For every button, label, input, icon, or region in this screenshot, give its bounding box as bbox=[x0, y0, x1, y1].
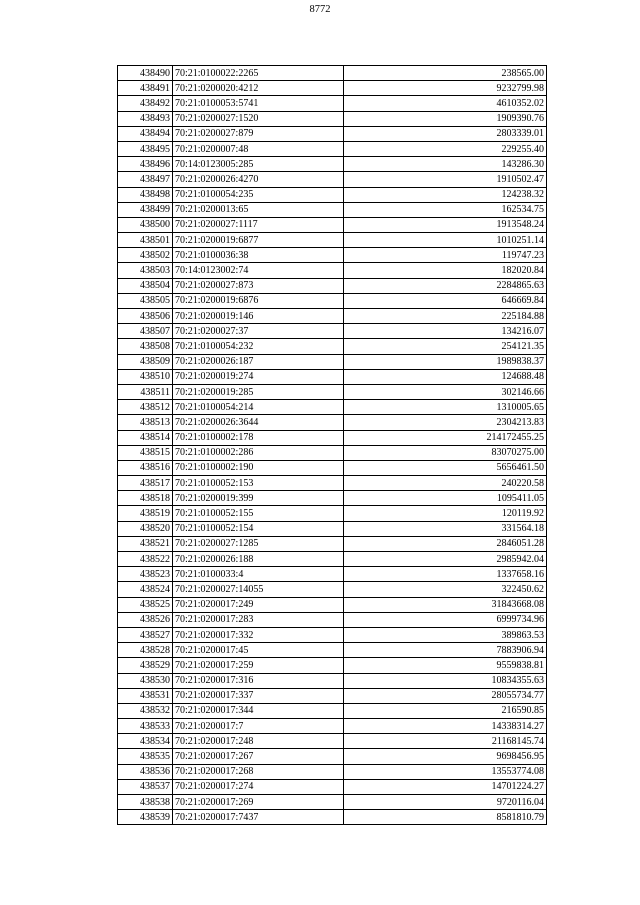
cadastral-value-cell: 120119.92 bbox=[344, 506, 547, 521]
row-id-cell: 438530 bbox=[118, 673, 173, 688]
cadastral-value-cell: 9559838.81 bbox=[344, 658, 547, 673]
row-id-cell: 438521 bbox=[118, 536, 173, 551]
table-row bbox=[118, 217, 547, 232]
cadastral-number-cell: 70:21:0200017:267 bbox=[173, 749, 344, 764]
cadastral-value-cell: 83070275.00 bbox=[344, 445, 547, 460]
cadastral-value-cell: 31843668.08 bbox=[344, 597, 547, 612]
cadastral-value-cell: 14701224.27 bbox=[344, 779, 547, 794]
cadastral-number-cell: 70:21:0100036:38 bbox=[173, 248, 344, 263]
cadastral-value-cell: 1095411.05 bbox=[344, 491, 547, 506]
table-row bbox=[118, 141, 547, 156]
row-id-cell: 438538 bbox=[118, 795, 173, 810]
cadastral-value-cell: 9720116.04 bbox=[344, 795, 547, 810]
table-row bbox=[118, 202, 547, 217]
row-id-cell: 438535 bbox=[118, 749, 173, 764]
cadastral-value-cell: 134216.07 bbox=[344, 324, 547, 339]
row-id-cell: 438536 bbox=[118, 764, 173, 779]
table-row bbox=[118, 567, 547, 582]
table-row bbox=[118, 703, 547, 718]
table-row bbox=[118, 81, 547, 96]
row-id-cell: 438509 bbox=[118, 354, 173, 369]
row-id-cell: 438525 bbox=[118, 597, 173, 612]
table-row bbox=[118, 597, 547, 612]
cadastral-value-cell: 9698456.95 bbox=[344, 749, 547, 764]
row-id-cell: 438499 bbox=[118, 202, 173, 217]
cadastral-number-cell: 70:21:0200013:65 bbox=[173, 202, 344, 217]
table-row bbox=[118, 476, 547, 491]
table-row bbox=[118, 552, 547, 567]
cadastral-number-cell: 70:21:0100033:4 bbox=[173, 567, 344, 582]
table-row bbox=[118, 172, 547, 187]
cadastral-value-cell: 2304213.83 bbox=[344, 415, 547, 430]
row-id-cell: 438539 bbox=[118, 810, 173, 825]
table-row bbox=[118, 111, 547, 126]
cadastral-value-cell: 229255.40 bbox=[344, 141, 547, 156]
table-row bbox=[118, 96, 547, 111]
table-row bbox=[118, 749, 547, 764]
table-row bbox=[118, 293, 547, 308]
row-id-cell: 438495 bbox=[118, 141, 173, 156]
row-id-cell: 438504 bbox=[118, 278, 173, 293]
cadastral-value-cell: 302146.66 bbox=[344, 384, 547, 399]
cadastral-value-cell: 28055734.77 bbox=[344, 688, 547, 703]
cadastral-number-cell: 70:14:0123005:285 bbox=[173, 157, 344, 172]
cadastral-number-cell: 70:21:0200019:274 bbox=[173, 369, 344, 384]
cadastral-number-cell: 70:21:0200019:285 bbox=[173, 384, 344, 399]
cadastral-value-cell: 2846051.28 bbox=[344, 536, 547, 551]
table-row bbox=[118, 309, 547, 324]
cadastral-number-cell: 70:21:0200027:14055 bbox=[173, 582, 344, 597]
cadastral-value-cell: 225184.88 bbox=[344, 309, 547, 324]
row-id-cell: 438498 bbox=[118, 187, 173, 202]
cadastral-value-cell: 5656461.50 bbox=[344, 460, 547, 475]
row-id-cell: 438532 bbox=[118, 703, 173, 718]
cadastral-number-cell: 70:21:0100052:155 bbox=[173, 506, 344, 521]
cadastral-number-cell: 70:21:0200017:283 bbox=[173, 612, 344, 627]
row-id-cell: 438524 bbox=[118, 582, 173, 597]
row-id-cell: 438529 bbox=[118, 658, 173, 673]
row-id-cell: 438518 bbox=[118, 491, 173, 506]
row-id-cell: 438534 bbox=[118, 734, 173, 749]
cadastral-value-cell: 2284865.63 bbox=[344, 278, 547, 293]
cadastral-value-cell: 13553774.08 bbox=[344, 764, 547, 779]
page-number: 8772 bbox=[309, 4, 331, 15]
row-id-cell: 438515 bbox=[118, 445, 173, 460]
table-row bbox=[118, 491, 547, 506]
row-id-cell: 438517 bbox=[118, 476, 173, 491]
row-id-cell: 438497 bbox=[118, 172, 173, 187]
row-id-cell: 438494 bbox=[118, 126, 173, 141]
row-id-cell: 438522 bbox=[118, 552, 173, 567]
table-row bbox=[118, 445, 547, 460]
cadastral-number-cell: 70:21:0100053:5741 bbox=[173, 96, 344, 111]
cadastral-value-cell: 646669.84 bbox=[344, 293, 547, 308]
cadastral-number-cell: 70:21:0100052:153 bbox=[173, 476, 344, 491]
row-id-cell: 438528 bbox=[118, 643, 173, 658]
table-row bbox=[118, 810, 547, 825]
cadastral-number-cell: 70:21:0200019:6876 bbox=[173, 293, 344, 308]
cadastral-value-cell: 240220.58 bbox=[344, 476, 547, 491]
table-row bbox=[118, 688, 547, 703]
cadastral-number-cell: 70:21:0200027:873 bbox=[173, 278, 344, 293]
row-id-cell: 438510 bbox=[118, 369, 173, 384]
cadastral-value-cell: 7883906.94 bbox=[344, 643, 547, 658]
cadastral-number-cell: 70:21:0200017:332 bbox=[173, 627, 344, 642]
table-row bbox=[118, 764, 547, 779]
cadastral-number-cell: 70:21:0200017:7437 bbox=[173, 810, 344, 825]
cadastral-number-cell: 70:21:0200027:37 bbox=[173, 324, 344, 339]
table-row bbox=[118, 521, 547, 536]
cadastral-value-table bbox=[117, 65, 547, 825]
row-id-cell: 438491 bbox=[118, 81, 173, 96]
table-row bbox=[118, 324, 547, 339]
table-row bbox=[118, 582, 547, 597]
cadastral-value-cell: 119747.23 bbox=[344, 248, 547, 263]
table-body bbox=[118, 66, 547, 825]
row-id-cell: 438501 bbox=[118, 233, 173, 248]
cadastral-number-cell: 70:21:0200019:146 bbox=[173, 309, 344, 324]
row-id-cell: 438493 bbox=[118, 111, 173, 126]
row-id-cell: 438507 bbox=[118, 324, 173, 339]
table-row bbox=[118, 339, 547, 354]
cadastral-value-cell: 21168145.74 bbox=[344, 734, 547, 749]
cadastral-value-cell: 10834355.63 bbox=[344, 673, 547, 688]
cadastral-value-cell: 9232799.98 bbox=[344, 81, 547, 96]
table-row bbox=[118, 187, 547, 202]
row-id-cell: 438531 bbox=[118, 688, 173, 703]
cadastral-value-cell: 322450.62 bbox=[344, 582, 547, 597]
cadastral-number-cell: 70:14:0123002:74 bbox=[173, 263, 344, 278]
cadastral-value-cell: 2985942.04 bbox=[344, 552, 547, 567]
table-row bbox=[118, 263, 547, 278]
cadastral-number-cell: 70:21:0200026:3644 bbox=[173, 415, 344, 430]
table-row bbox=[118, 415, 547, 430]
table-row bbox=[118, 430, 547, 445]
table-row bbox=[118, 400, 547, 415]
table-row bbox=[118, 795, 547, 810]
cadastral-value-cell: 14338314.27 bbox=[344, 719, 547, 734]
cadastral-value-cell: 182020.84 bbox=[344, 263, 547, 278]
table-row bbox=[118, 354, 547, 369]
table-row bbox=[118, 126, 547, 141]
row-id-cell: 438513 bbox=[118, 415, 173, 430]
table-row bbox=[118, 643, 547, 658]
table-row bbox=[118, 460, 547, 475]
row-id-cell: 438492 bbox=[118, 96, 173, 111]
table-row bbox=[118, 719, 547, 734]
cadastral-number-cell: 70:21:0100002:190 bbox=[173, 460, 344, 475]
cadastral-number-cell: 70:21:0200026:188 bbox=[173, 552, 344, 567]
row-id-cell: 438502 bbox=[118, 248, 173, 263]
cadastral-number-cell: 70:21:0100054:214 bbox=[173, 400, 344, 415]
table-row bbox=[118, 536, 547, 551]
table-row bbox=[118, 278, 547, 293]
row-id-cell: 438506 bbox=[118, 309, 173, 324]
row-id-cell: 438511 bbox=[118, 384, 173, 399]
cadastral-value-cell: 389863.53 bbox=[344, 627, 547, 642]
cadastral-number-cell: 70:21:0200017:337 bbox=[173, 688, 344, 703]
table-row bbox=[118, 627, 547, 642]
cadastral-value-cell: 124688.48 bbox=[344, 369, 547, 384]
row-id-cell: 438496 bbox=[118, 157, 173, 172]
table-row bbox=[118, 779, 547, 794]
row-id-cell: 438500 bbox=[118, 217, 173, 232]
cadastral-number-cell: 70:21:0200027:1285 bbox=[173, 536, 344, 551]
table-row bbox=[118, 369, 547, 384]
cadastral-value-cell: 124238.32 bbox=[344, 187, 547, 202]
cadastral-value-cell: 1337658.16 bbox=[344, 567, 547, 582]
cadastral-number-cell: 70:21:0200017:249 bbox=[173, 597, 344, 612]
cadastral-number-cell: 70:21:0200026:187 bbox=[173, 354, 344, 369]
row-id-cell: 438503 bbox=[118, 263, 173, 278]
cadastral-value-cell: 1989838.37 bbox=[344, 354, 547, 369]
table-row bbox=[118, 248, 547, 263]
cadastral-value-cell: 162534.75 bbox=[344, 202, 547, 217]
cadastral-number-cell: 70:21:0200027:879 bbox=[173, 126, 344, 141]
row-id-cell: 438490 bbox=[118, 66, 173, 81]
table-row bbox=[118, 612, 547, 627]
cadastral-value-cell: 143286.30 bbox=[344, 157, 547, 172]
row-id-cell: 438508 bbox=[118, 339, 173, 354]
cadastral-number-cell: 70:21:0200017:344 bbox=[173, 703, 344, 718]
cadastral-number-cell: 70:21:0200020:4212 bbox=[173, 81, 344, 96]
cadastral-value-cell: 4610352.02 bbox=[344, 96, 547, 111]
cadastral-value-cell: 216590.85 bbox=[344, 703, 547, 718]
cadastral-value-cell: 1910502.47 bbox=[344, 172, 547, 187]
cadastral-value-cell: 1913548.24 bbox=[344, 217, 547, 232]
cadastral-number-cell: 70:21:0200017:316 bbox=[173, 673, 344, 688]
cadastral-number-cell: 70:21:0200017:269 bbox=[173, 795, 344, 810]
cadastral-value-cell: 6999734.96 bbox=[344, 612, 547, 627]
cadastral-number-cell: 70:21:0200017:268 bbox=[173, 764, 344, 779]
cadastral-number-cell: 70:21:0200017:45 bbox=[173, 643, 344, 658]
table-row bbox=[118, 157, 547, 172]
row-id-cell: 438526 bbox=[118, 612, 173, 627]
cadastral-value-cell: 2803339.01 bbox=[344, 126, 547, 141]
cadastral-number-cell: 70:21:0200007:48 bbox=[173, 141, 344, 156]
row-id-cell: 438516 bbox=[118, 460, 173, 475]
row-id-cell: 438514 bbox=[118, 430, 173, 445]
table-row bbox=[118, 673, 547, 688]
cadastral-value-cell: 1010251.14 bbox=[344, 233, 547, 248]
cadastral-number-cell: 70:21:0100002:178 bbox=[173, 430, 344, 445]
row-id-cell: 438512 bbox=[118, 400, 173, 415]
cadastral-value-cell: 331564.18 bbox=[344, 521, 547, 536]
cadastral-number-cell: 70:21:0200017:248 bbox=[173, 734, 344, 749]
table-row bbox=[118, 658, 547, 673]
table-row bbox=[118, 233, 547, 248]
row-id-cell: 438505 bbox=[118, 293, 173, 308]
cadastral-number-cell: 70:21:0200017:259 bbox=[173, 658, 344, 673]
row-id-cell: 438523 bbox=[118, 567, 173, 582]
cadastral-value-cell: 214172455.25 bbox=[344, 430, 547, 445]
row-id-cell: 438537 bbox=[118, 779, 173, 794]
table-row bbox=[118, 66, 547, 81]
table-row bbox=[118, 734, 547, 749]
cadastral-number-cell: 70:21:0200027:1117 bbox=[173, 217, 344, 232]
table-row bbox=[118, 384, 547, 399]
cadastral-number-cell: 70:21:0200017:7 bbox=[173, 719, 344, 734]
cadastral-number-cell: 70:21:0200026:4270 bbox=[173, 172, 344, 187]
cadastral-value-cell: 238565.00 bbox=[344, 66, 547, 81]
cadastral-value-cell: 254121.35 bbox=[344, 339, 547, 354]
cadastral-value-cell: 1310005.65 bbox=[344, 400, 547, 415]
cadastral-number-cell: 70:21:0100052:154 bbox=[173, 521, 344, 536]
table-row bbox=[118, 506, 547, 521]
cadastral-value-cell: 1909390.76 bbox=[344, 111, 547, 126]
cadastral-number-cell: 70:21:0100002:286 bbox=[173, 445, 344, 460]
cadastral-number-cell: 70:21:0200017:274 bbox=[173, 779, 344, 794]
cadastral-number-cell: 70:21:0200019:399 bbox=[173, 491, 344, 506]
row-id-cell: 438527 bbox=[118, 627, 173, 642]
cadastral-number-cell: 70:21:0100022:2265 bbox=[173, 66, 344, 81]
cadastral-number-cell: 70:21:0100054:232 bbox=[173, 339, 344, 354]
cadastral-number-cell: 70:21:0100054:235 bbox=[173, 187, 344, 202]
cadastral-number-cell: 70:21:0200019:6877 bbox=[173, 233, 344, 248]
cadastral-value-cell: 8581810.79 bbox=[344, 810, 547, 825]
row-id-cell: 438520 bbox=[118, 521, 173, 536]
cadastral-number-cell: 70:21:0200027:1520 bbox=[173, 111, 344, 126]
row-id-cell: 438533 bbox=[118, 719, 173, 734]
row-id-cell: 438519 bbox=[118, 506, 173, 521]
